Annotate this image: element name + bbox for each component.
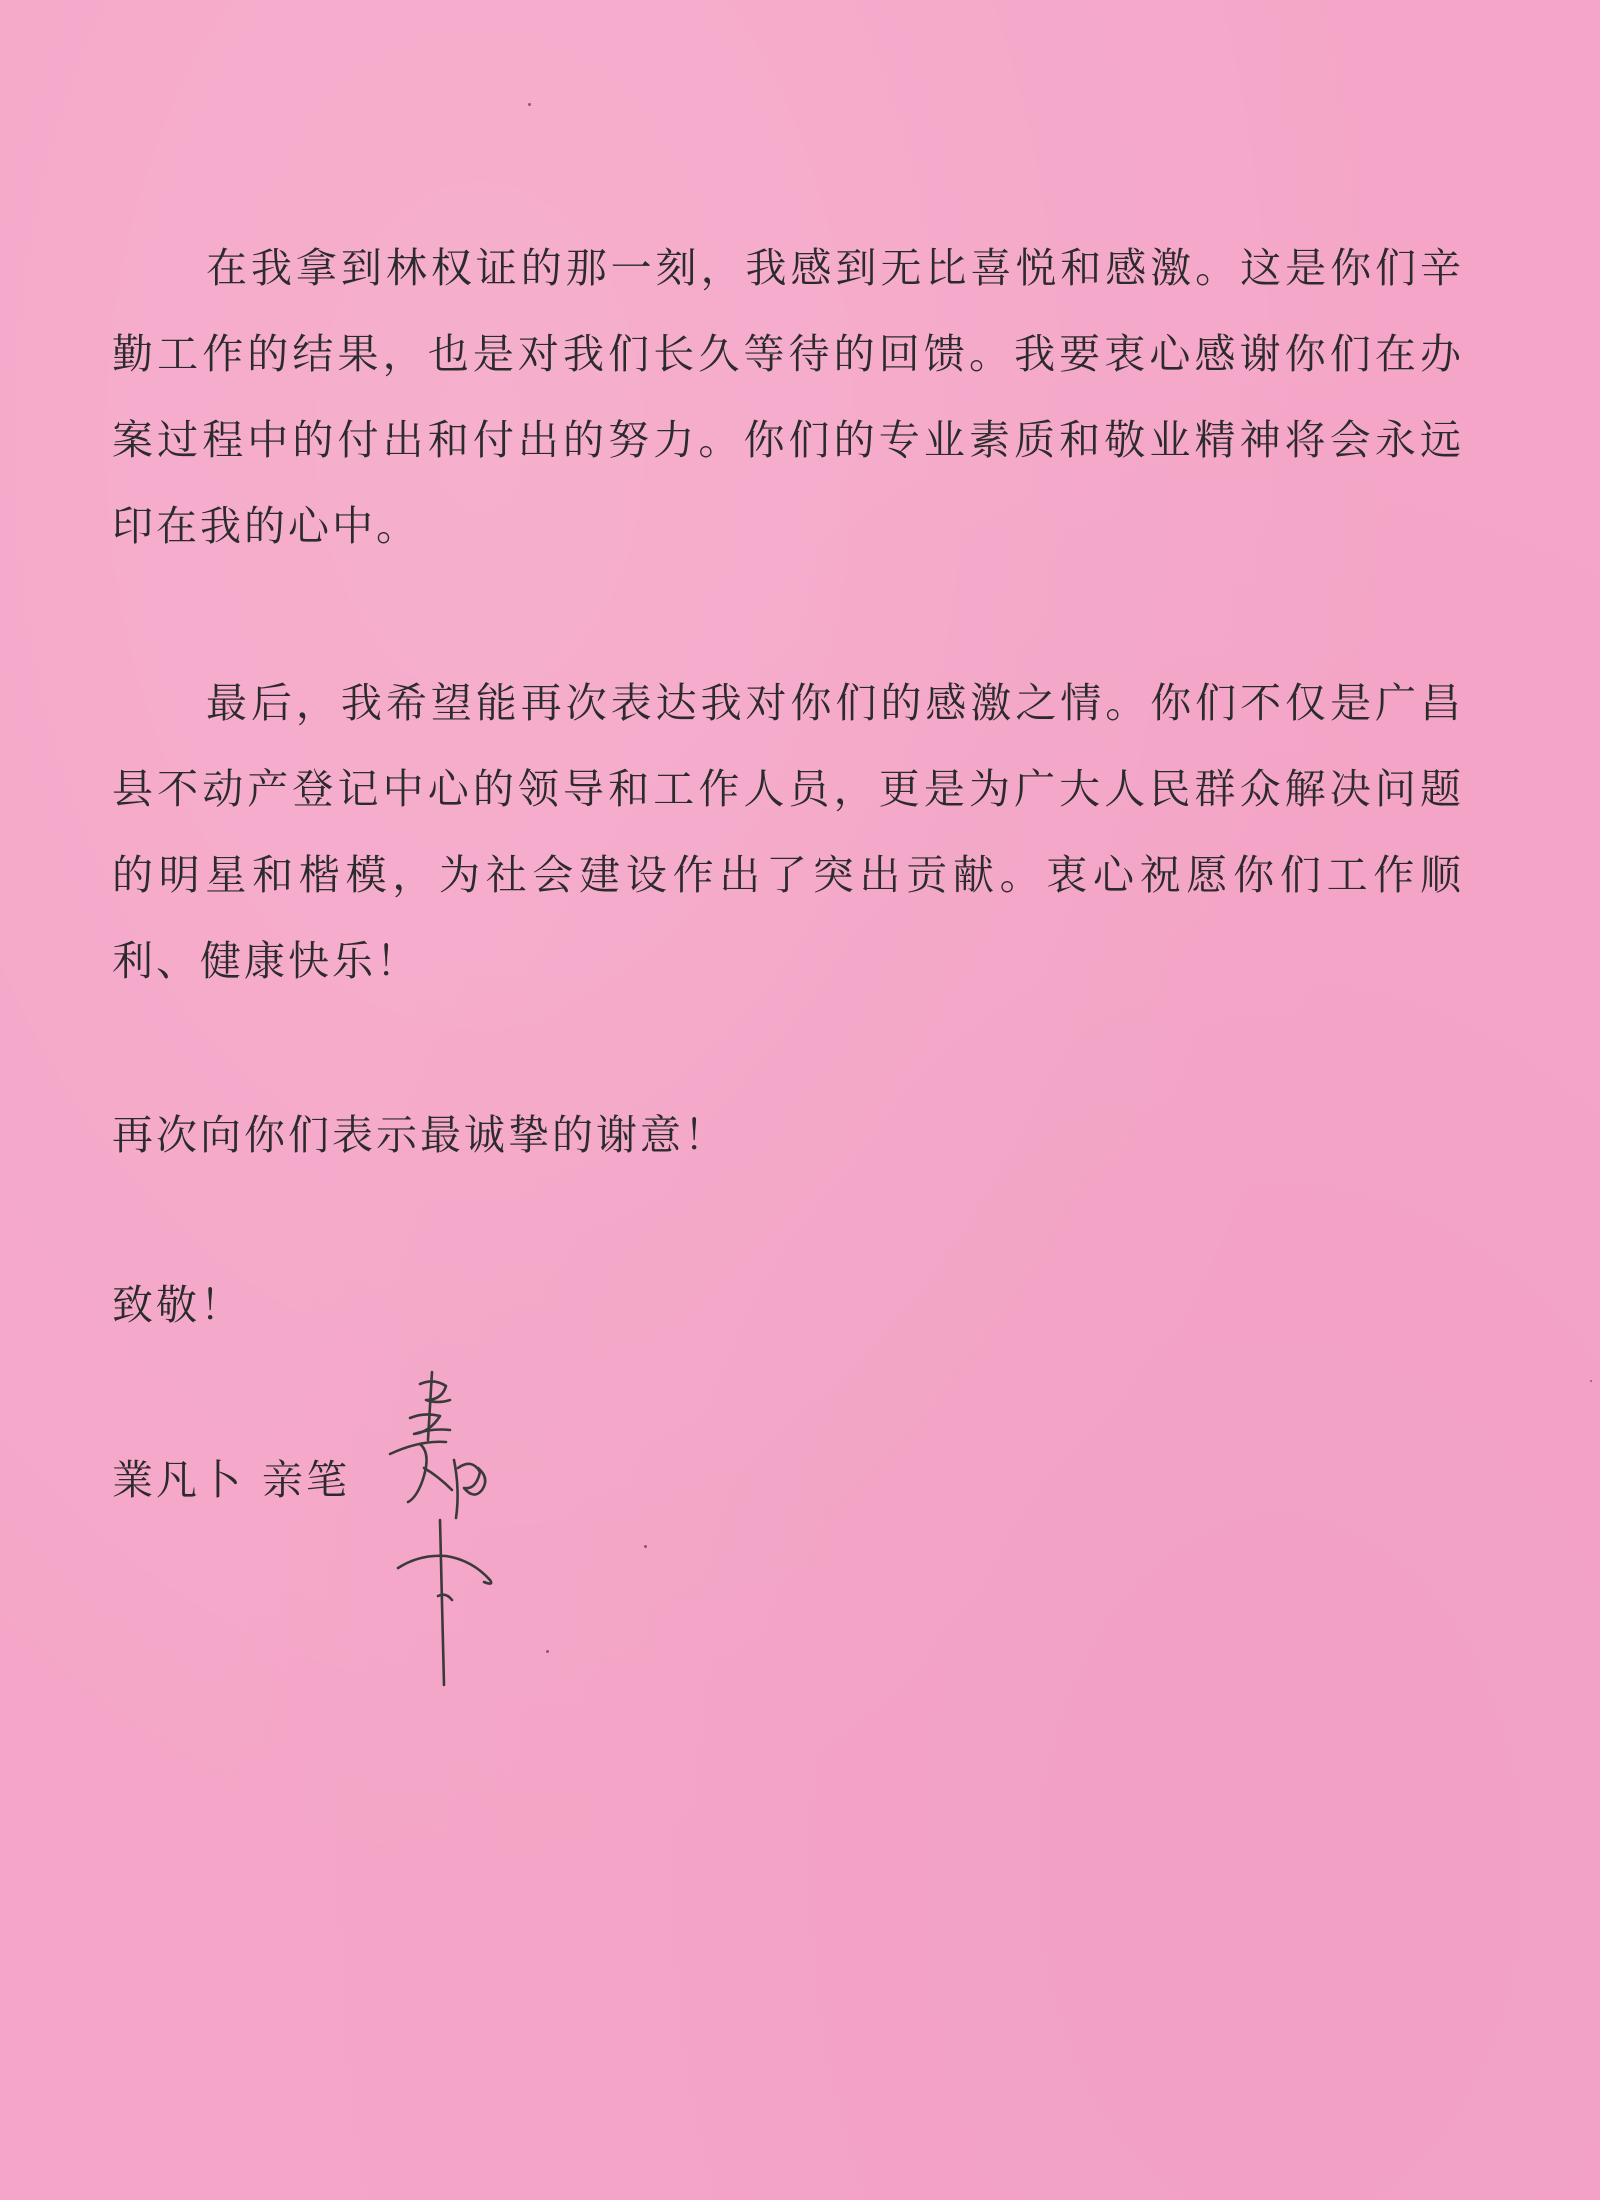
signer-name: 業凡卜 <box>112 1456 244 1504</box>
paper-speck <box>546 1650 549 1653</box>
handwritten-signature <box>380 1370 510 1700</box>
letter-paragraph-1: 在我拿到林权证的那一刻，我感到无比喜悦和感激。这是你们辛勤工作的结果，也是对我们长久等待的回馈。我要衷心感谢你们在办案过程中的付出和付出的努力。你们的专业素质和敬业精神将会永远印在我的心中。 <box>112 244 1464 550</box>
paper-speck <box>528 103 531 106</box>
closing-thanks: 再次向你们表示最诚挚的谢意！ <box>112 1111 728 1159</box>
signer-note: 亲笔 <box>262 1456 350 1504</box>
signer-line <box>112 1447 350 1506</box>
paper-speck <box>1590 1380 1592 1382</box>
regards-line: 致敬！ <box>112 1281 244 1329</box>
paper-speck <box>644 1545 647 1548</box>
letter-paragraph-2: 最后，我希望能再次表达我对你们的感激之情。你们不仅是广昌县不动产登记中心的领导和工作人员，更是为广大人民群众解决问题的明星和楷模，为社会建设作出了突出贡献。衷心祝愿你们工作顺利、健康快乐！ <box>112 679 1464 985</box>
